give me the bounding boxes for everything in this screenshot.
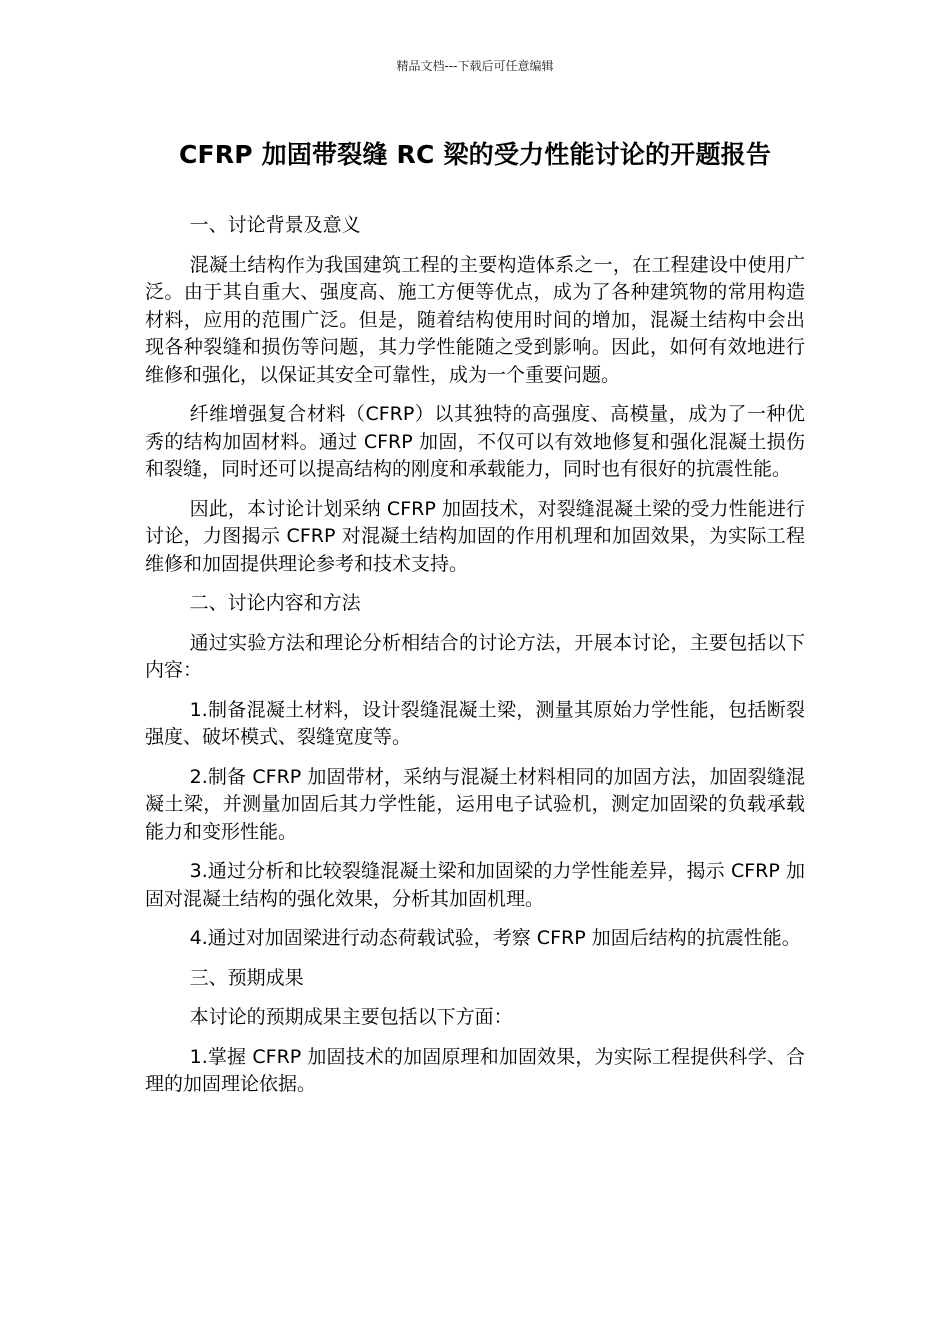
paragraph-background-1: 混凝土结构作为我国建筑工程的主要构造体系之一，在工程建设中使用广泛。由于其自重大、强度高、施工方便等优点，成为了各种建筑物的常用构造材料，应用的范围广泛。但是，随着结构使用时间的增加，混凝土结构中会出现各种裂缝和损伤等问题，其力学性能随之受到影响。因此，如何有效地进行维修和强化，以保证其安全可靠性，成为一个重要问题。 xyxy=(145,253,805,386)
list-item-result-1: 1.掌握 CFRP 加固技术的加固原理和加固效果，为实际工程提供科学、合理的加固理论依据。 xyxy=(145,1045,805,1095)
section-heading-background: 一、讨论背景及意义 xyxy=(189,214,361,236)
list-item-method-3: 3.通过分析和比较裂缝混凝土梁和加固梁的力学性能差异，揭示 CFRP 加固对混凝土结构的强化效果，分析其加固机理。 xyxy=(145,860,805,910)
list-item-method-2: 2.制备 CFRP 加固带材，采纳与混凝土材料相同的加固方法，加固裂缝混凝土梁，并测量加固后其力学性能，运用电子试验机，测定加固梁的负载承载能力和变形性能。 xyxy=(145,765,805,843)
header-note: 精品文档---下载后可任意编辑 xyxy=(396,59,554,73)
section-heading-expected-results: 三、预期成果 xyxy=(189,966,304,989)
list-item-method-1: 1.制备混凝土材料，设计裂缝混凝土梁，测量其原始力学性能，包括断裂强度、破坏模式、裂缝宽度等。 xyxy=(145,698,805,748)
paragraph-methods-intro: 通过实验方法和理论分析相结合的讨论方法，开展本讨论，主要包括以下内容： xyxy=(145,631,805,681)
paragraph-results-intro: 本讨论的预期成果主要包括以下方面： xyxy=(189,1006,513,1028)
paragraph-background-2: 纤维增强复合材料（CFRP）以其独特的高强度、高模量，成为了一种优秀的结构加固材料。通过 CFRP 加固，不仅可以有效地修复和强化混凝土损伤和裂缝，同时还可以提高结构的刚度和承载能力，同时也有很好的抗震性能。 xyxy=(145,403,805,480)
section-heading-content-methods: 二、讨论内容和方法 xyxy=(189,592,361,614)
document-title: CFRP 加固带裂缝 RC 梁的受力性能讨论的开题报告 xyxy=(178,140,772,169)
paragraph-background-3: 因此，本讨论计划采纳 CFRP 加固技术，对裂缝混凝土梁的受力性能进行讨论，力图揭示 CFRP 对混凝土结构加固的作用机理和加固效果，为实际工程维修和加固提供理论参考和技术支持。 xyxy=(145,497,805,575)
document-body xyxy=(145,212,805,1111)
list-item-method-4: 4.通过对加固梁进行动态荷载试验，考察 CFRP 加固后结构的抗震性能。 xyxy=(189,927,801,949)
